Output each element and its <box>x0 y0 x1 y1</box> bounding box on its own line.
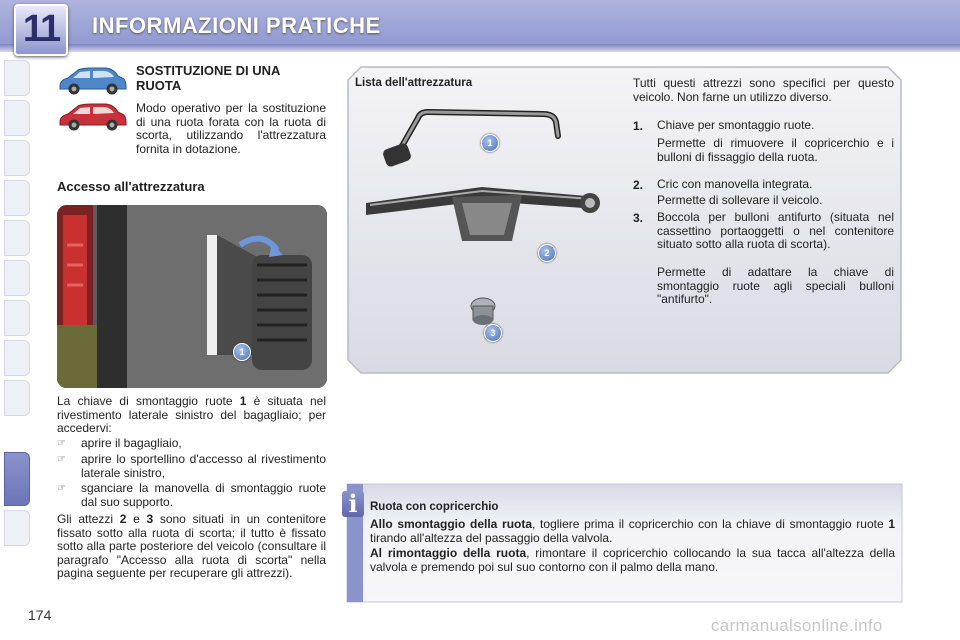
tool-item-desc: Permette di sollevare il veicolo. <box>657 193 823 207</box>
section-title: SOSTITUZIONE DI UNA RUOTA <box>136 63 280 93</box>
tool-item-desc: Permette di adattare la chiave di smontaggio ruote agli speciali bulloni "antifurto". <box>657 265 894 306</box>
note-num: 2 <box>119 512 127 526</box>
header-shade <box>0 44 960 52</box>
tool-item-number: 3. <box>633 211 644 225</box>
tools-list-title: Lista dell'attrezzatura <box>355 77 473 89</box>
tool-item-name: Cric con manovella integrata. <box>657 177 813 191</box>
chapter-tab-active[interactable] <box>4 452 30 506</box>
chapter-tab[interactable] <box>4 180 30 216</box>
page-title: INFORMAZIONI PRATICHE <box>92 13 381 38</box>
access-para-end: è situata nel rivestimento laterale sinistro del bagagliaio; per accedervi: <box>57 394 326 435</box>
tools-location-note <box>57 513 326 581</box>
note-num: 3 <box>146 512 154 526</box>
chapter-number: 11 <box>22 8 60 50</box>
info-removal-num: 1 <box>888 517 895 531</box>
info-removal-bold: Allo smontaggio della ruota <box>370 517 533 531</box>
step-item <box>57 436 326 451</box>
tool-item-name: Boccola per bulloni antifurto (situata nel cassettino portaoggetti o nel contenitore situato sotto alla ruota di scorta). <box>657 210 894 251</box>
info-refit <box>370 547 895 574</box>
hand-pointer-icon: ☞ <box>57 454 66 465</box>
info-refit-bold: Al rimontaggio della ruota <box>370 546 527 560</box>
chapter-tab[interactable] <box>4 300 30 336</box>
chapter-tab[interactable] <box>4 60 30 96</box>
info-removal-text-end: tirando all'altezza del passaggio della valvola. <box>370 530 613 545</box>
tool-badge: 2 <box>538 244 556 262</box>
info-removal-text: , togliere prima il copricerchio con la chiave di smontaggio ruote <box>532 517 889 531</box>
access-heading: Accesso all'attrezzatura <box>57 179 205 194</box>
watermark: carmanualsonline.info <box>711 616 883 635</box>
section-intro: Modo operativo per la sostituzione di una ruota forata con la ruota di scorta, utilizzando l'attrezzatura fornita in dotazione. <box>136 101 326 156</box>
access-para-key: 1 <box>239 394 247 408</box>
info-title: Ruota con copricerchio <box>370 501 499 513</box>
chapter-tab[interactable] <box>4 380 30 416</box>
access-paragraph <box>57 395 326 436</box>
step-text: aprire lo sportellino d'accesso al rivestimento laterale sinistro, <box>81 452 326 480</box>
hand-pointer-icon: ☞ <box>57 438 66 449</box>
tool-item-number: 2. <box>633 178 644 192</box>
info-removal <box>370 518 895 545</box>
note-part: e <box>126 512 147 526</box>
chapter-tab[interactable] <box>4 100 30 136</box>
blue-car-icon <box>56 64 128 96</box>
chapter-badge <box>14 4 68 56</box>
step-text: sganciare la manovella di smontaggio ruote dal suo supporto. <box>81 481 326 509</box>
tool-item-name: Chiave per smontaggio ruote. <box>657 118 815 132</box>
tool-item-number: 1. <box>633 119 644 133</box>
note-part: Gli attezzi <box>57 512 120 526</box>
trunk-illustration <box>57 205 327 388</box>
chapter-tab[interactable] <box>4 260 30 296</box>
tool-item-desc: Permette di rimuovere il copricerchio e i bulloni di fissaggio della ruota. <box>657 136 894 164</box>
chapter-tab[interactable] <box>4 510 30 546</box>
note-part: sono situati in un contenitore fissato sotto alla ruota di scorta; il tutto è fissato sotto alla parte posteriore del veicolo (consultare il paragrafo "Accesso alla ruota di scorta" nella pagina seguente per recuperare gli attrezzi). <box>57 512 326 580</box>
trunk-photo <box>57 205 327 388</box>
hand-pointer-icon: ☞ <box>57 483 66 494</box>
chapter-tab[interactable] <box>4 140 30 176</box>
red-car-icon <box>56 100 128 132</box>
tool-badge: 1 <box>481 134 499 152</box>
tool-badge: 3 <box>484 324 502 342</box>
info-refit-text: , rimontare il copricerchio collocando la sua tacca all'altezza della valvola e premendo poi sul suo contorno con il palmo della mano. <box>370 546 895 574</box>
wheel-brace-drawing <box>378 108 578 168</box>
jack-drawing <box>362 183 602 253</box>
step-item <box>57 452 326 480</box>
access-para-start: La chiave di smontaggio ruote <box>57 394 240 408</box>
step-text: aprire il bagagliaio, <box>81 436 182 450</box>
chapter-tabs <box>0 60 30 580</box>
tools-intro: Tutti questi attrezzi sono specifici per questo veicolo. Non farne un utilizzo diverso. <box>633 76 894 104</box>
chapter-tab[interactable] <box>4 340 30 376</box>
antitheft-socket-drawing <box>465 294 501 328</box>
step-item <box>57 481 326 509</box>
photo-badge: 1 <box>233 343 251 361</box>
chapter-tab[interactable] <box>4 220 30 256</box>
info-icon: i <box>342 491 364 517</box>
page-number: 174 <box>28 607 52 623</box>
